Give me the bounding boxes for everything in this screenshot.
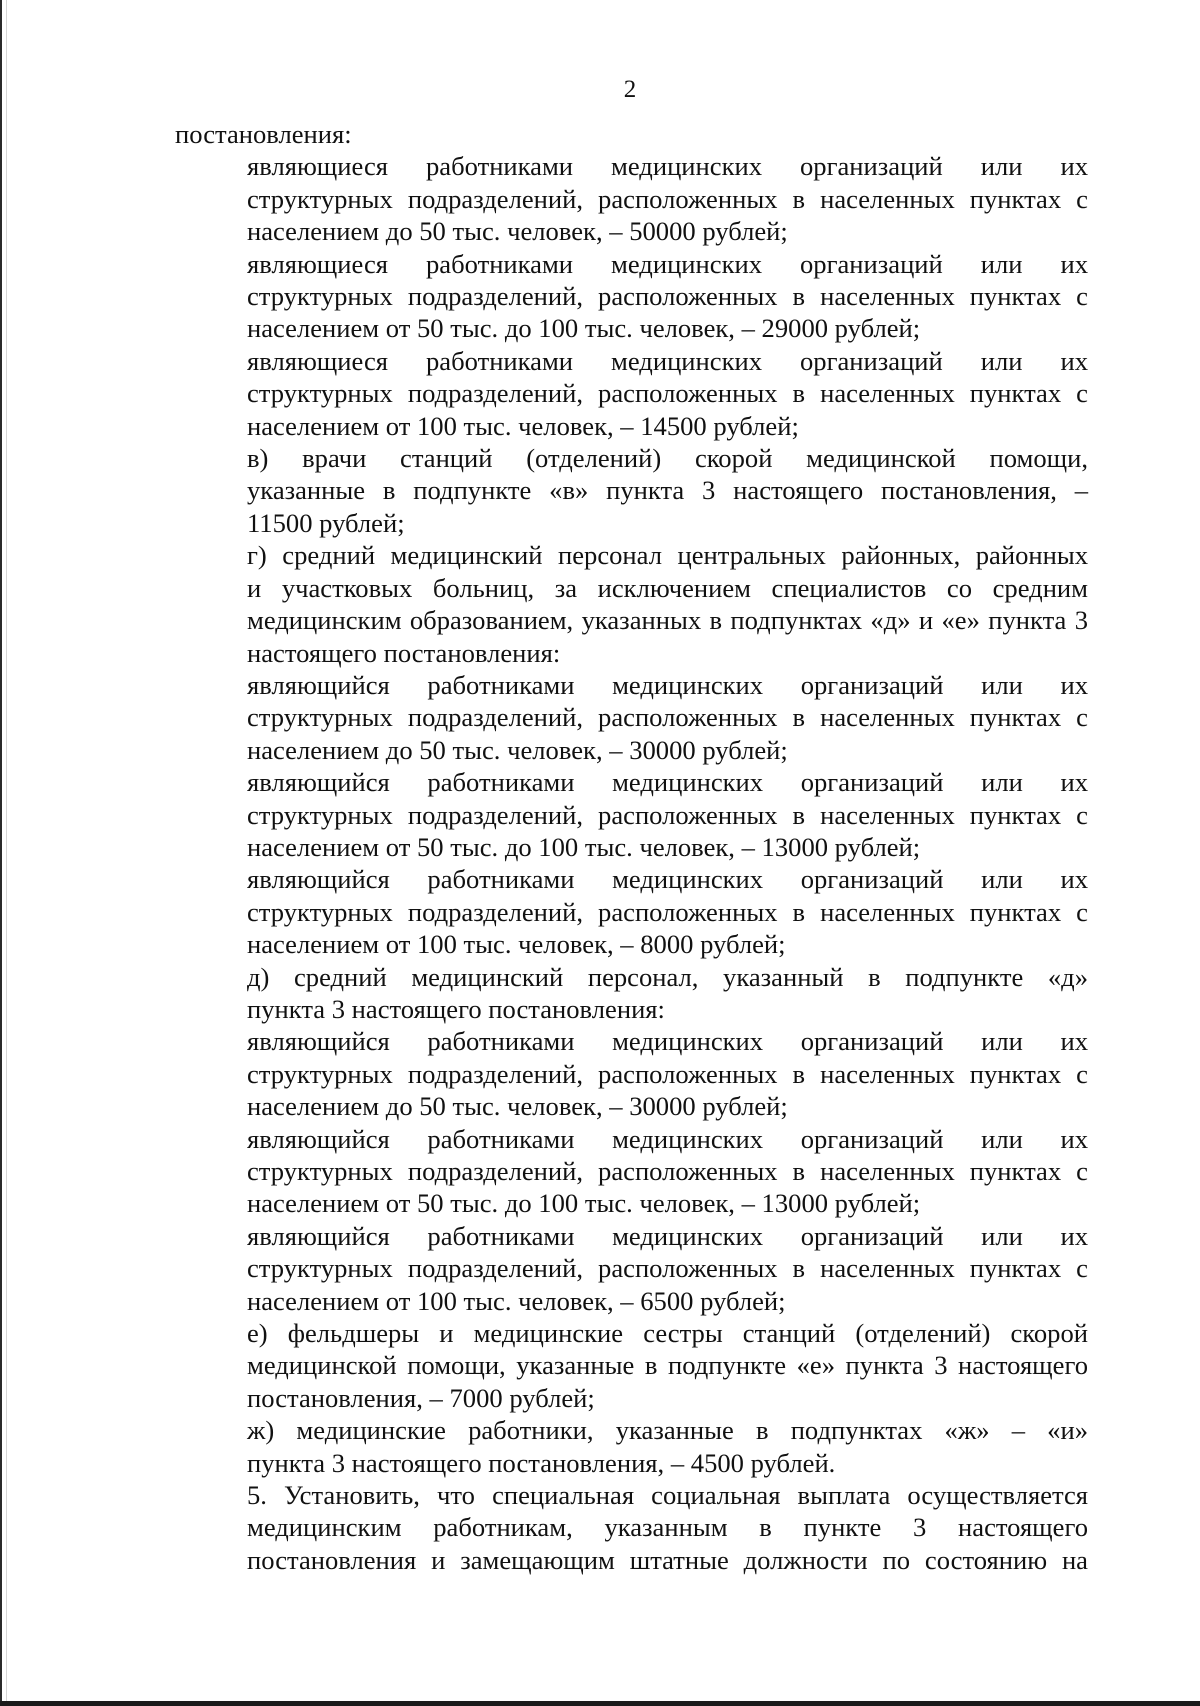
text-line: медицинской помощи, указанные в подпункте «е» пункта 3 настоящего [247, 1350, 1088, 1381]
text-line: населением от 100 тыс. человек, – 8000 рублей; [247, 929, 786, 960]
paragraph-d-item-1 [175, 1025, 1088, 1122]
text-line: структурных подразделений, расположенных в населенных пунктах с [247, 1156, 1088, 1186]
text-line: являющийся работниками медицинских организаций или их [247, 1220, 1088, 1251]
text-line: являющийся работниками медицинских организаций или их [247, 864, 1088, 895]
text-line: являющиеся работниками медицинских организаций или их [247, 248, 1088, 279]
paragraph-d-item-2 [175, 1123, 1088, 1220]
paragraph-g [175, 539, 1088, 669]
text-line: в) врачи станций (отделений) скорой медицинской помощи, [247, 443, 1088, 474]
text-line: постановления и замещающим штатные должности по состоянию на [247, 1544, 1088, 1575]
text-line: структурных подразделений, расположенных в населенных пунктах с [247, 702, 1088, 733]
text-line: структурных подразделений, расположенных в населенных пунктах с [247, 378, 1088, 409]
text-line: е) фельдшеры и медицинские сестры станций (отделений) скорой [247, 1318, 1088, 1349]
text-line: населением от 50 тыс. до 100 тыс. человек, – 13000 рублей; [247, 831, 921, 862]
scan-edge-left [0, 0, 2, 1706]
paragraph-b-item-2 [175, 248, 1088, 345]
text-line: медицинским работникам, указанным в пункте 3 настоящего [247, 1512, 1088, 1543]
text-line: являющийся работниками медицинских организаций или их [247, 1026, 1088, 1057]
text-line: г) средний медицинский персонал центральных районных, районных [247, 540, 1088, 571]
text-line: являющийся работниками медицинских организаций или их [247, 1123, 1088, 1154]
scan-edge-bottom [0, 1701, 1200, 1706]
paragraph-v [175, 442, 1088, 539]
text-line: указанные в подпункте «в» пункта 3 настоящего постановления, – [247, 475, 1088, 506]
text-line: пункта 3 настоящего постановления: [247, 993, 665, 1024]
paragraph-g-item-1 [175, 669, 1088, 766]
text-line: структурных подразделений, расположенных в населенных пунктах с [247, 281, 1088, 312]
page-number: 2 [623, 76, 637, 103]
paragraph-b-item-3 [175, 345, 1088, 442]
text-line: постановления, – 7000 рублей; [247, 1382, 595, 1413]
text-line: населением от 50 тыс. до 100 тыс. человек, – 29000 рублей; [247, 313, 921, 344]
paragraph-g-item-3 [175, 863, 1088, 960]
paragraph-zh [175, 1414, 1088, 1479]
text-line: структурных подразделений, расположенных в населенных пунктах с [247, 1253, 1088, 1284]
text-line: пункта 3 настоящего постановления, – 4500 рублей. [247, 1447, 836, 1478]
text-line: 5. Установить, что специальная социальная выплата осуществляется [247, 1480, 1088, 1511]
text-line: населением до 50 тыс. человек, – 30000 рублей; [247, 734, 788, 765]
text-line: населением от 100 тыс. человек, – 14500 рублей; [247, 410, 799, 441]
paragraph-d [175, 961, 1088, 1026]
paragraph-d-item-3 [175, 1220, 1088, 1317]
paragraph-g-item-2 [175, 766, 1088, 863]
text-line: структурных подразделений, расположенных в населенных пунктах с [247, 799, 1088, 830]
text-line: являющийся работниками медицинских организаций или их [247, 767, 1088, 798]
text-line: населением от 50 тыс. до 100 тыс. человек, – 13000 рублей; [247, 1188, 921, 1219]
text-line: структурных подразделений, расположенных в населенных пунктах с [247, 1058, 1088, 1089]
text-line: настоящего постановления: [247, 637, 561, 668]
text-line: структурных подразделений, расположенных в населенных пунктах с [247, 183, 1088, 214]
text-line: структурных подразделений, расположенных в населенных пунктах с [247, 896, 1088, 927]
text-line: являющийся работниками медицинских организаций или их [247, 669, 1088, 700]
paragraph-e [175, 1317, 1088, 1414]
text-line: населением до 50 тыс. человек, – 30000 рублей; [247, 1091, 788, 1122]
text-line: населением от 100 тыс. человек, – 6500 рублей; [247, 1285, 786, 1316]
text-line: медицинским образованием, указанных в подпунктах «д» и «е» пункта 3 [247, 605, 1088, 636]
paragraph-5 [175, 1479, 1088, 1576]
text-line: 11500 рублей; [247, 507, 405, 538]
paragraph-continuation [175, 118, 1088, 150]
text-line: являющиеся работниками медицинских организаций или их [247, 151, 1088, 182]
scan-edge-left-inner [6, 0, 7, 1706]
document-body [175, 118, 1088, 1576]
text-line: населением до 50 тыс. человек, – 50000 рублей; [247, 216, 788, 247]
text-line: являющиеся работниками медицинских организаций или их [247, 345, 1088, 376]
text-line: ж) медицинские работники, указанные в подпунктах «ж» – «и» [247, 1415, 1088, 1446]
text-line: д) средний медицинский персонал, указанный в подпункте «д» [247, 961, 1088, 992]
paragraph-b-item-1 [175, 150, 1088, 247]
text-line: и участковых больниц, за исключением специалистов со средним [247, 572, 1088, 603]
text-line: постановления: [175, 119, 352, 149]
